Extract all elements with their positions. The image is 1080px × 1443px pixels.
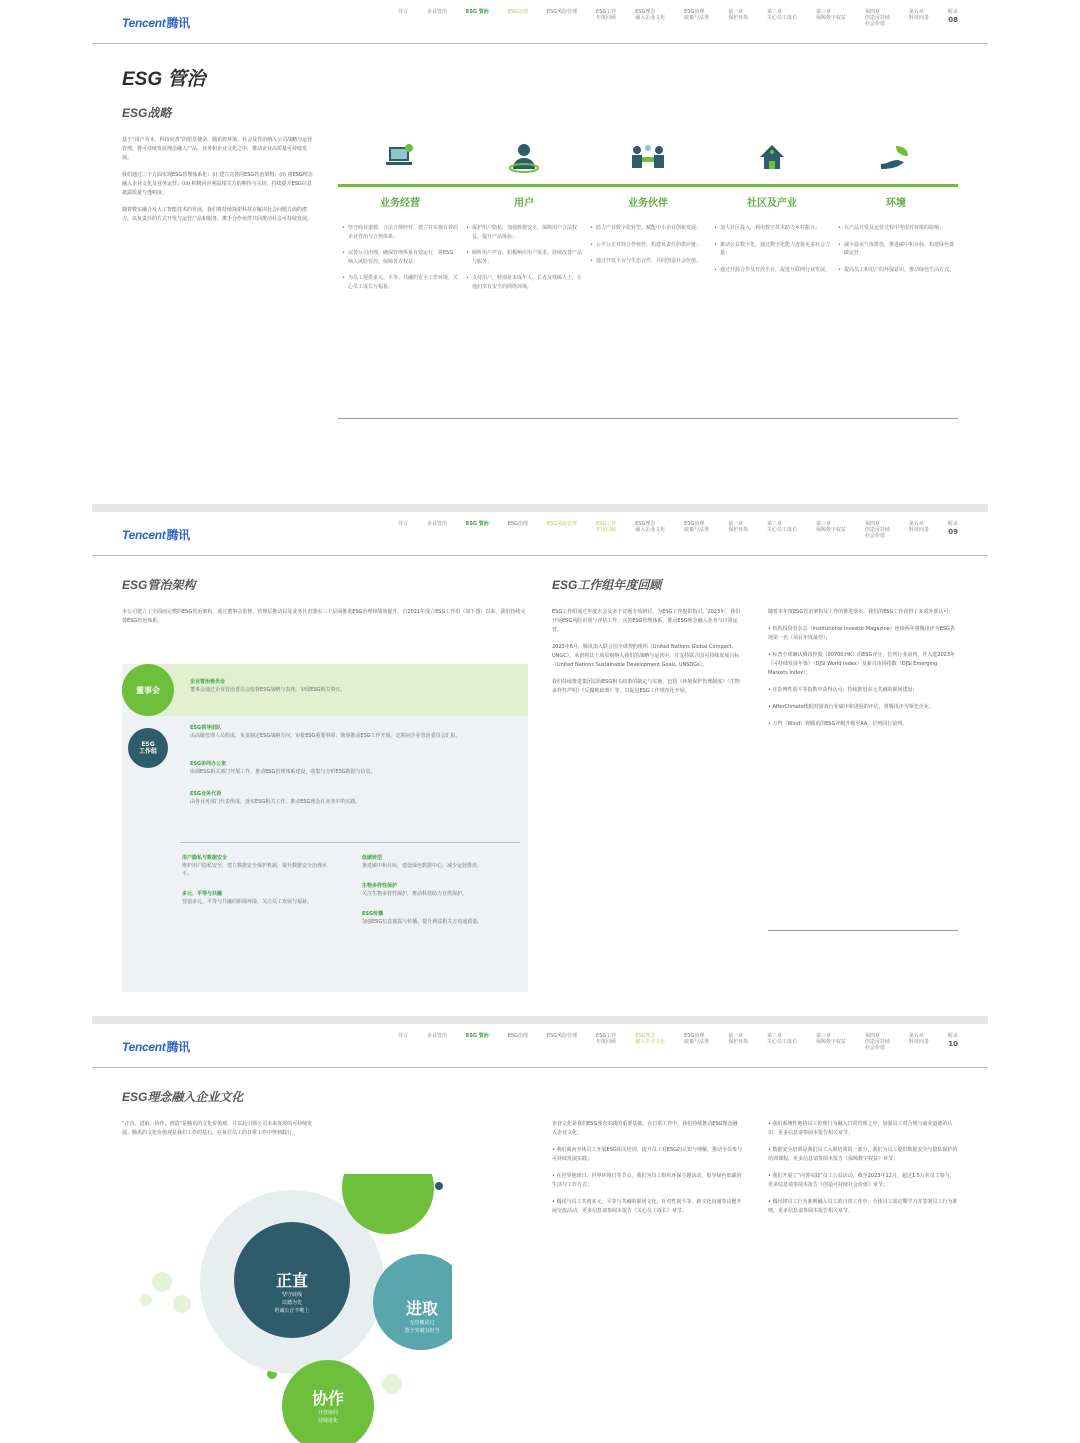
top-navigation — [92, 512, 988, 556]
nav-items — [398, 9, 958, 27]
wg-block — [190, 760, 510, 776]
topic-item — [182, 890, 332, 906]
page-title: ESG 管治 — [122, 69, 206, 90]
pillar-label: 社区及产业 — [747, 198, 797, 209]
decor-circle — [140, 1294, 152, 1306]
paragraph: 随着数实融合及人工智能技术的发展，我们将持续探索科技在解决社会问题方面的潜力，以负责任的方式开发与运营产品和服务，携手合作伙伴共同推动社会可持续发展。 — [122, 207, 313, 222]
culture-item: • 我们开展了“向善实践”员工公益活动，截至2023年12月，超过1.5万名员工参与，更多信息请参阅本报告《创造可持续社会价值》章节； — [768, 1173, 955, 1188]
culture-intro: “正直、进取、协作、创造”是腾讯的文化价值观，并以此引领公司未来发展的可持续发展。腾讯的文化价值观是我们工作的基石，在每位员工的日常工作中得到践行。 — [122, 1121, 313, 1136]
nav-item[interactable]: ESG风险管理 — [546, 9, 578, 15]
value-sub: 超越创新 探索未来 — [377, 1134, 398, 1148]
topic-title: 用户隐私与数据安全 — [182, 855, 228, 861]
culture-item: • 腾讯将员工行为准则融入员工的日常工作中，全体员工需定期学习并签署员工行为准则，更多信息请参阅本报告相关章节。 — [768, 1199, 958, 1214]
decor-circle — [435, 1182, 443, 1190]
nav-item[interactable]: 第二章 关心员工成长 — [767, 521, 798, 533]
bottom-rule — [338, 418, 958, 419]
nav-item[interactable]: 第一章 保护环境 — [728, 1033, 749, 1045]
paragraph: 基于“用户为本，科技向善”的愿景使命，腾讯将环境、社会及管治纳入公司战略与运营管理，将可持续发展理念融入产品、业务和企业文化之中，推动企业高质量可持续发展。 — [122, 137, 313, 161]
topic-item — [182, 854, 332, 878]
topic-item — [362, 910, 512, 926]
governance-structure-diagram — [122, 664, 528, 992]
pillar-point: • 加大社区投入，利用数字技术助力乡村振兴； — [714, 224, 830, 233]
section-subtitle: ESG战略 — [122, 106, 172, 120]
nav-item[interactable]: ESG工作 年度回顾 — [596, 1033, 617, 1045]
nav-item[interactable]: 导言 — [398, 1033, 409, 1039]
nav-item[interactable]: ESG治理 政策与法规 — [684, 521, 710, 533]
pillar-point: • 倾听用户声音，积极响应用户需求，持续改善产品与服务； — [466, 249, 582, 266]
decor-circle — [152, 1272, 172, 1292]
diagram-divider — [180, 842, 520, 843]
tencent-logo[interactable]: Tencent腾讯 — [122, 1040, 190, 1054]
report-page-8 — [92, 0, 988, 500]
nav-item[interactable]: 导言 — [398, 9, 409, 15]
board-circle: 董事会 — [122, 664, 174, 716]
value-title: 进取 — [405, 1299, 438, 1318]
section-title-review: ESG工作组年度回顾 — [552, 578, 662, 592]
nav-item[interactable]: 企业管治 — [426, 9, 447, 15]
nav-item[interactable]: 第五章 科技向善 — [908, 9, 929, 21]
wg-block-text: 由各业务部门代表组成，落实ESG相关工作，推动ESG理念在业务中的实践。 — [190, 799, 361, 805]
pillar-label: 用户 — [514, 198, 534, 209]
pillar-point: • 公平公正对待合作伙伴，构建负责任的供应链； — [590, 241, 706, 250]
page-separator — [92, 504, 988, 512]
nav-item[interactable]: 第四章 创造可持续 社会价值 — [864, 521, 890, 539]
page-number: 09 — [948, 528, 958, 536]
topic-text: 营造多元、平等与共融的职场环境，关注员工发展与福祉。 — [182, 899, 313, 905]
nav-item[interactable]: ESG工作 年度回顾 — [596, 521, 617, 533]
recognition-item: • 万得（Wind）将腾讯的ESG评级升级至AA，位列同行前列。 — [768, 721, 908, 727]
section-title-governance: ESG管治架构 — [122, 578, 196, 592]
decor-circle — [382, 1374, 402, 1394]
wg-block-text: 由高级管理人员组成，负责制定ESG战略方向，审批ESG重要事项；统筹推动ESG工作开展，定期向企业管治委员会汇报。 — [190, 733, 461, 739]
nav-item-active[interactable]: ESG 管治 — [465, 9, 489, 15]
nav-item[interactable]: 导言 — [398, 521, 409, 527]
value-title: 协作 — [311, 1389, 344, 1408]
pillar-point: • 坚守商业道德，合法合规经营，建立并实施有效的企业管治与合规体系； — [342, 224, 458, 241]
pillar-point: • 在产品开发及运营过程中考虑对环境的影响； — [838, 224, 954, 233]
value-sub: 坚守底线 以德为先 坦诚公正不唯上 — [274, 1292, 310, 1314]
nav-item[interactable]: ESG风险管理 — [546, 1033, 578, 1039]
topic-text: 加强ESG信息披露与传播，提升利益相关方沟通质量。 — [362, 919, 483, 925]
pillar-point: • 减少温室气体排放，推进碳中和目标，构建绿色低碳运营； — [838, 241, 954, 258]
nav-item-active[interactable]: ESG 管治 — [465, 521, 489, 527]
intro-text — [122, 136, 314, 232]
board-text — [190, 678, 510, 694]
nav-item[interactable]: 第一章 保护环境 — [728, 9, 749, 21]
nav-items — [398, 1033, 958, 1051]
recognition-list — [768, 608, 958, 737]
topic-text: 推进碳中和目标，建设绿色数据中心，减少运营排放。 — [362, 863, 483, 869]
value-label-progress — [384, 1296, 460, 1335]
recognition-item: • 机构投资者杂志（Institutional Investor Magazine）连续两年将腾讯评为ESG表现第一名（项目年度最佳）； — [768, 626, 955, 641]
nav-item[interactable]: ESG治理 — [507, 1033, 528, 1039]
nav-item[interactable]: ESG治理 — [507, 9, 528, 15]
topic-title: 低碳转型 — [362, 855, 383, 861]
culture-middle — [552, 1120, 742, 1224]
pillar-point: • 支持用户，特别是未成年人、长者及残障人士，让他们享有安全的网络环境。 — [466, 274, 582, 291]
nav-items — [398, 521, 958, 539]
value-sub: 无功便是过 勇于突破有担当 — [404, 1320, 440, 1334]
topic-item — [362, 882, 512, 898]
nav-item[interactable]: ESG治理 政策与法规 — [684, 1033, 710, 1045]
wg-block — [190, 790, 510, 806]
nav-item[interactable]: 附录 — [947, 1033, 958, 1039]
nav-item[interactable]: ESG风险管理 — [546, 521, 578, 527]
value-label-integrity — [252, 1268, 332, 1315]
tencent-logo[interactable]: Tencent腾讯 — [122, 16, 190, 30]
nav-item[interactable]: 第三章 保障数字权益 — [816, 521, 847, 533]
nav-item[interactable]: 第二章 关心员工成长 — [767, 9, 798, 21]
tencent-logo[interactable]: Tencent腾讯 — [122, 528, 190, 542]
value-sub: 开放协同 持续进化 — [317, 1410, 338, 1424]
paragraph: 我们通过三个方面实现ESG管理体系化：(i) 建立完善的ESG管治架构；(ii) 将ESG理念融入企业文化及业务运营；(iii) 积极回应利益相关方的期待与关切，持续提升ESG信息披露质量与透明度。 — [122, 172, 313, 196]
recognition-item: • AfterClimate根据对游戏行业碳中和进展的评估，将腾讯评为领先企业； — [768, 704, 934, 710]
page-number: 10 — [948, 1040, 958, 1048]
nav-item[interactable]: 第五章 科技向善 — [908, 521, 929, 533]
culture-item: • 我们面向全体员工开展ESG相关培训，提升员工对ESG的认知与理解，推动全员参与可持续发展实践； — [552, 1147, 742, 1162]
topic-title: 生物多样性保护 — [362, 883, 398, 889]
topic-title: ESG传播 — [362, 911, 384, 917]
value-label-innovation — [350, 1110, 426, 1149]
community-icon — [756, 141, 788, 173]
culture-item: • 腾讯与员工共创多元、平等与共融的职场文化，针对性别平等、跨文化沟通等议题开展交流活动，更多信息请参阅本报告《关心员工成长》章节。 — [552, 1199, 742, 1214]
paragraph: 企业文化是我们ESG理念实践的重要基础。在日常工作中，我们持续推动ESG理念融入企业文化： — [552, 1121, 738, 1136]
nav-item[interactable]: 第五章 科技向善 — [908, 1033, 929, 1045]
pillar-point: • 助力产业数字化转型，赋能中小企业创新发展； — [590, 224, 706, 233]
value-label-collaboration — [290, 1386, 366, 1425]
page-separator — [92, 1016, 988, 1024]
partners-icon — [628, 142, 668, 172]
recognition-item: • 标普全球确认腾讯控股（00700.HK）的ESG评分，位列行业前列，并入选2023年《可持续发展年鉴》（DJSI World Index）及新兴市场指数（DJSI Emerging Markets Index）； — [768, 652, 956, 676]
governance-intro: 本公司建立了全面而完整的ESG管治架构，通过董事会监督、管理层推动以及业务代表落实三个层面推进ESG治理和绩效提升。自2021年成立ESG工作组（如下图）以来，我们持续完善ESG管治体系。 — [122, 609, 526, 624]
pillar-label: 业务经营 — [380, 198, 420, 209]
page-number: 08 — [948, 16, 958, 24]
pillar-point: • 提高员工和用户的环保意识，推动绿色生活方式。 — [838, 266, 954, 275]
nav-item[interactable]: ESG理念 融入企业文化 — [635, 521, 666, 533]
laptop-icon — [383, 142, 417, 172]
nav-item[interactable]: 第四章 创造可持续 社会价值 — [864, 9, 890, 27]
review-text — [552, 608, 742, 704]
strategy-pillars — [338, 140, 958, 426]
value-title: 创造 — [371, 1113, 404, 1132]
culture-item: • 数据安全培训是我们员工入职培训的一部分，我们为员工提供数据安全与隐私保护的培训课程，更多信息请参阅本报告《保障数字权益》章节； — [768, 1147, 958, 1162]
top-navigation — [92, 0, 988, 44]
user-icon — [507, 141, 541, 173]
top-navigation — [92, 1024, 988, 1068]
topic-item — [362, 854, 512, 870]
paragraph: 我们持续推进集团层面ESG相关政策的制定与实施，包括《环境保护管理制度》《生物多样性声明》《反腐败政策》等，以促进ESG工作规范化开展。 — [552, 679, 740, 694]
nav-item[interactable]: 第三章 保障数字权益 — [816, 1033, 847, 1045]
paragraph: 2023年6月，腾讯加入联合国全球契约组织（United Nations Global Compact, UNGC），承诺将其十项原则纳入我们的战略与运营中，并支持联合国可持续发展目标（United Nations Sustainable Development Goals, UNSDGs）。 — [552, 644, 740, 668]
nav-item[interactable]: 企业管治 — [426, 521, 447, 527]
wg-block-title: ESG协同办公室 — [190, 761, 227, 767]
topic-text: 关注生物多样性保护，推动科技助力自然保护。 — [362, 891, 468, 897]
nav-item[interactable]: 第一章 保护环境 — [728, 521, 749, 533]
topic-title: 多元、平等与共融 — [182, 891, 223, 897]
nav-item[interactable]: 第三章 保障数字权益 — [816, 9, 847, 21]
pillar-point: • 推动公益数字化，通过数字化能力连接更多社会力量； — [714, 241, 830, 258]
paragraph: 随着本年度ESG管治架构及工作的推进落实，我们的ESG工作获得了多项外部认可： — [768, 609, 954, 615]
nav-item[interactable]: ESG工作 年度回顾 — [596, 9, 617, 21]
wg-block-title: ESG业务代表 — [190, 791, 222, 797]
report-page-10 — [92, 1024, 988, 1443]
report-page-9 — [92, 512, 988, 1012]
board-desc: 董事会通过企业管治委员会监督ESG战略与表现，审阅ESG相关事宜。 — [190, 687, 346, 693]
decor-circle — [173, 1295, 191, 1313]
culture-item: • 在世界地球日、世界环境日等节点，我们为员工组织环保主题活动，倡导绿色低碳的生活与工作方式； — [552, 1173, 742, 1188]
culture-item: • 我们系统性地将员工伦理行为融入日常管理之中，加强员工对合规与商业道德的认识，更多信息请参阅本报告相关章节； — [768, 1121, 953, 1136]
wg-block-text: 协调ESG相关部门开展工作，推动ESG管理体系建设，收集与分析ESG数据与信息。 — [190, 769, 376, 775]
environment-icon — [878, 142, 914, 172]
value-title: 正直 — [275, 1271, 308, 1290]
recognition-item: • 在彭博性别平等指数中获得认可，持续推进多元共融的职场建设； — [768, 687, 918, 693]
nav-item[interactable]: 第四章 创造可持续 社会价值 — [864, 1033, 890, 1051]
topic-text: 维护用户隐私安全，建立数据安全保护机制，提升数据安全治理水平。 — [182, 863, 328, 877]
nav-item[interactable]: ESG治理 — [507, 521, 528, 527]
nav-item[interactable]: 附录 — [947, 9, 958, 15]
pillar-point: • 保护用户隐私，加强数据安全，保障用户合法权益，提升产品体验； — [466, 224, 582, 241]
wg-block-title: ESG领导团队 — [190, 725, 222, 731]
section-title: ESG理念融入企业文化 — [122, 1090, 244, 1104]
nav-item-active[interactable]: ESG 管治 — [465, 1033, 489, 1039]
nav-item[interactable]: 第二章 关心员工成长 — [767, 1033, 798, 1045]
wg-block — [190, 724, 510, 740]
pillar-label: 业务伙伴 — [628, 198, 668, 209]
pillar-point: • 完善公司治理，确保管理体系有效运行，将ESG纳入风险管控，保障各方权益； — [342, 249, 458, 266]
nav-item[interactable]: ESG治理 政策与法规 — [684, 9, 710, 21]
nav-item[interactable]: 企业管治 — [426, 1033, 447, 1039]
paragraph: ESG工作组通过年度大会及多个议题专项研讨，为ESG工作提供指引。2023年，我们开展ESG风险识别与评估工作，完善ESG管理体系，推动ESG理念融入业务与日常运营。 — [552, 609, 741, 633]
pillar-point: • 通过开源合作及开放平台，促进互联网行业发展。 — [714, 266, 830, 275]
nav-item[interactable]: ESG理念 融入企业文化 — [635, 9, 666, 21]
pillar-point: • 为员工提供多元、平等、共融的安全工作环境，关心员工成长与福祉。 — [342, 274, 458, 291]
board-subtitle: 企业管治委员会 — [190, 679, 226, 685]
nav-item[interactable]: ESG理念 融入企业文化 — [635, 1033, 666, 1045]
pillar-label: 环境 — [886, 198, 906, 209]
pillar-point: • 通过开放平台与生态合作，共同创造社会价值。 — [590, 257, 706, 266]
working-group-circle: ESG 工作组 — [128, 728, 168, 768]
nav-item[interactable]: 附录 — [947, 521, 958, 527]
bottom-rule — [768, 930, 958, 931]
culture-right — [768, 1120, 958, 1224]
